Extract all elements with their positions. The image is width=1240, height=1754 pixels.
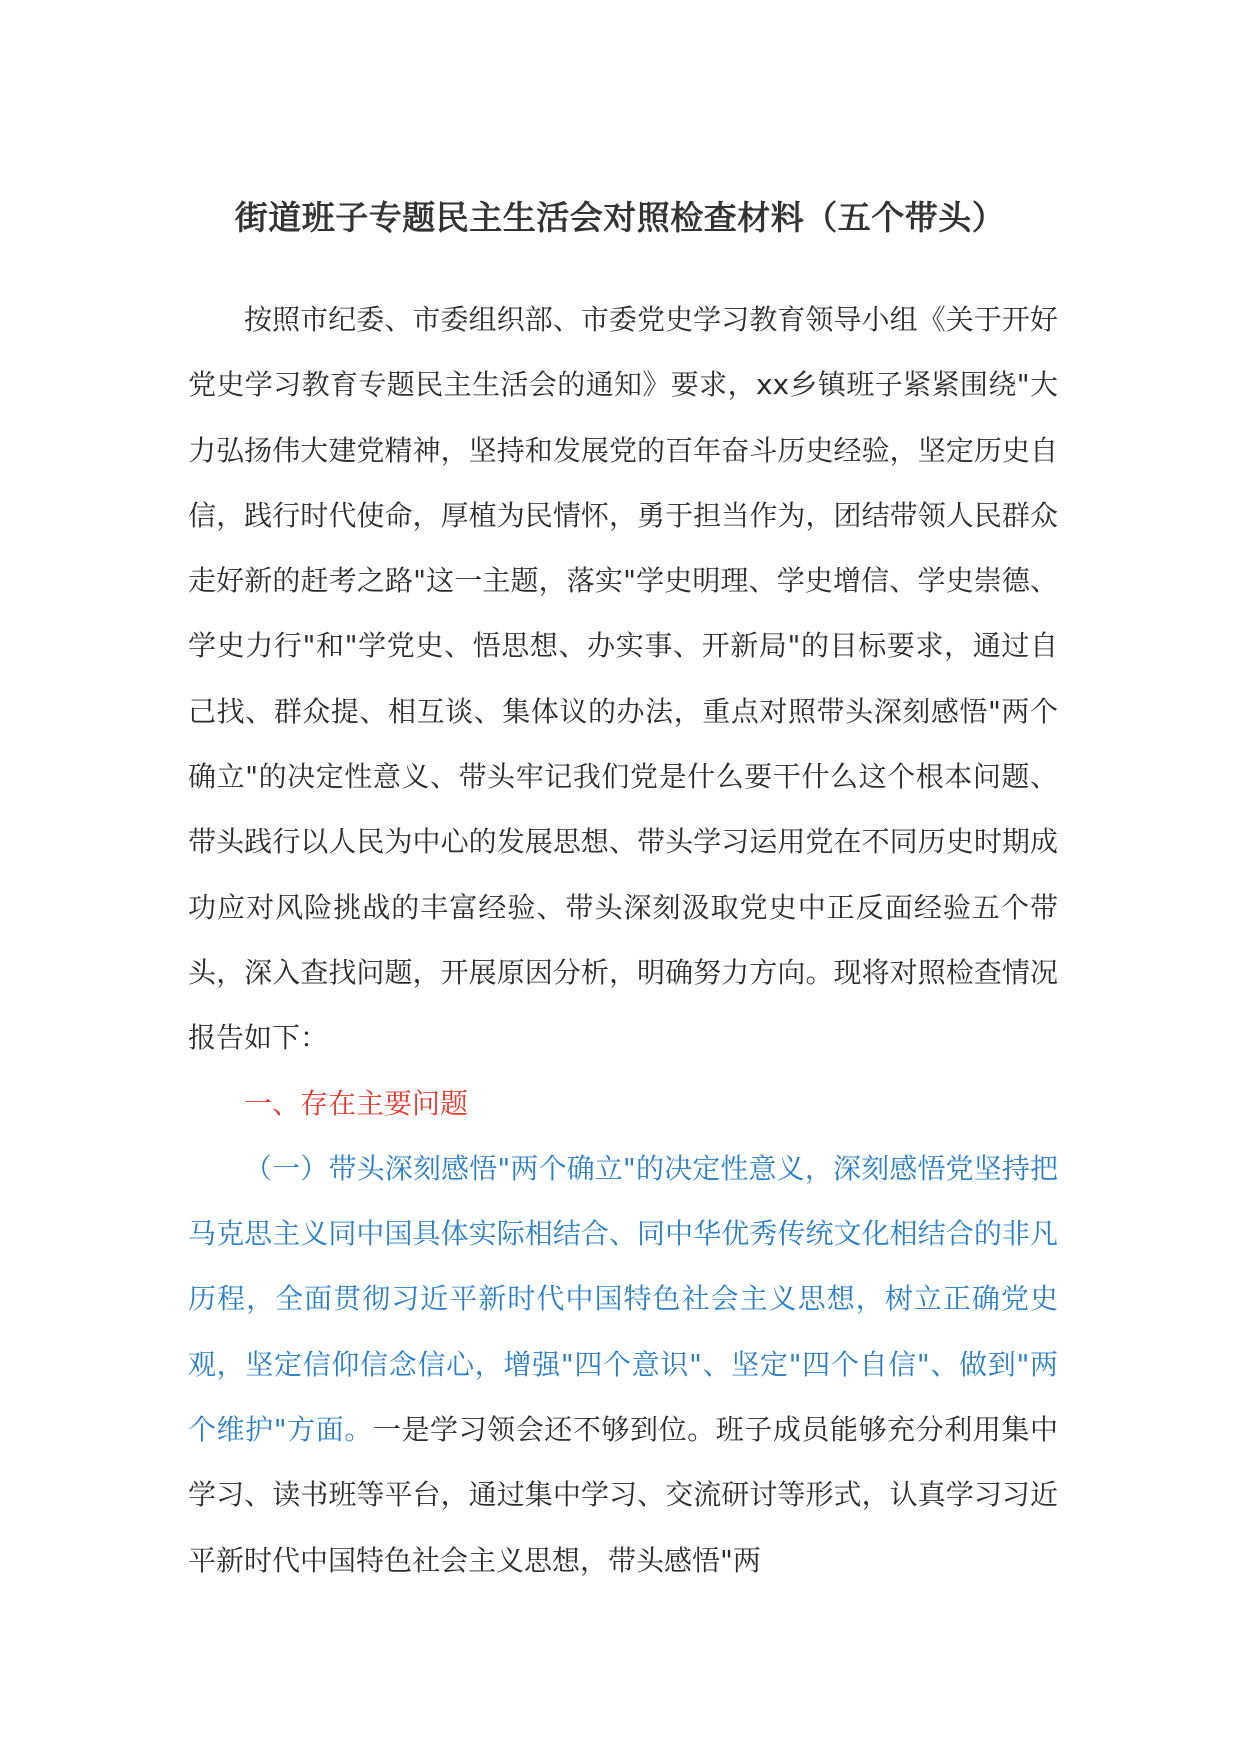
subsection-body: 一是学习领会还不够到位。班子成员能够充分利用集中学习、读书班等平台，通过集中学习、交流研讨等形式，认真学习习近平新时代中国特色社会主义思想，带头感悟"两 [188,1413,1058,1577]
section-heading: 一、存在主要问题 [244,1086,469,1120]
subsection-paragraph [188,1136,1058,1593]
document-title: 街道班子专题民主生活会对照检查材料（五个带头） [234,198,1006,237]
document-body [188,287,1058,1593]
intro-paragraph: 按照市纪委、市委组织部、市委党史学习教育领导小组《关于开好党史学习教育专题民主生活会的通知》要求，xx乡镇班子紧紧围绕"大力弘扬伟大建党精神，坚持和发展党的百年奋斗历史经验，坚定历史自信，践行时代使命，厚植为民情怀，勇于担当作为，团结带领人民群众走好新的赶考之路"这一主题，落实"学史明理、学史增信、学史崇德、学史力行"和"学党史、悟思想、办实事、开新局"的目标要求，通过自己找、群众提、相互谈、集体议的办法，重点对照带头深刻感悟"两个确立"的决定性意义、带头牢记我们党是什么要干什么这个根本问题、带头践行以人民为中心的发展思想、带头学习运用党在不同历史时期成功应对风险挑战的丰富经验、带头深刻汲取党史中正反面经验五个带头，深入查找问题，开展原因分析，明确努力方向。现将对照检查情况报告如下： [188,303,1058,1055]
subsection-heading: （一）带头深刻感悟"两个确立"的决定性意义，深刻感悟党坚持把马克思主义同中国具体实际相结合、同中华优秀传统文化相结合的非凡历程，全面贯彻习近平新时代中国特色社会主义思想，树立正确党史观，坚定信仰信念信心，增强"四个意识"、坚定"四个自信"、做到"两个维护"方面。 [188,1151,1058,1447]
